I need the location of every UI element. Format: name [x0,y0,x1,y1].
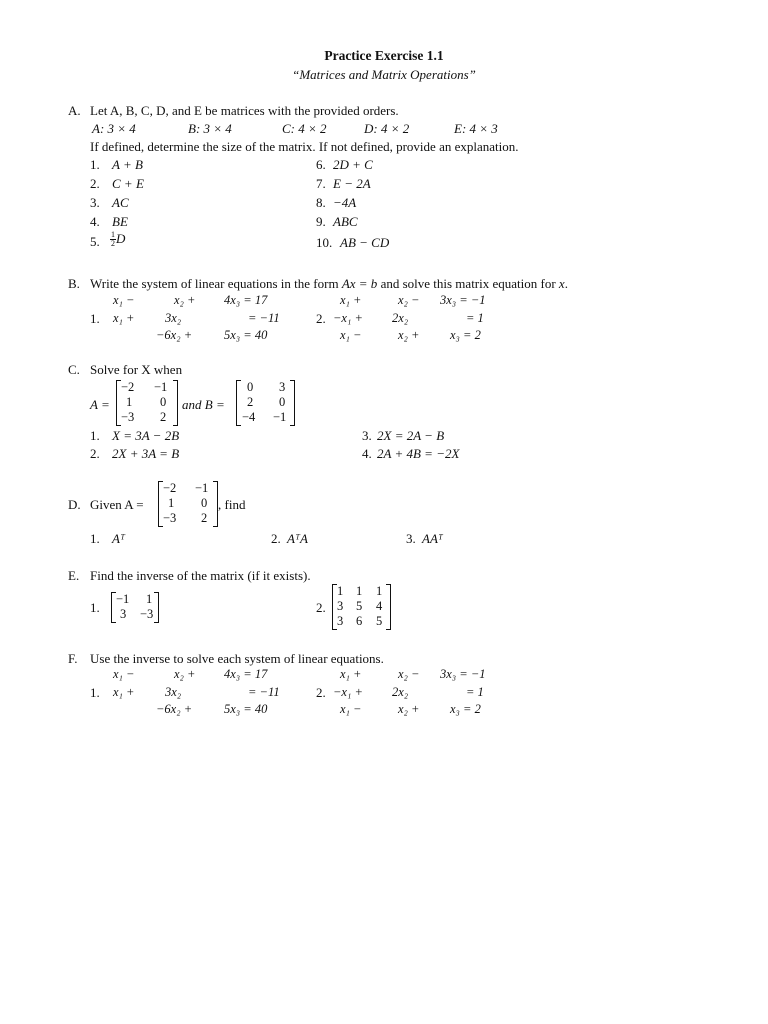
a-item-4-num: 4. [90,214,100,229]
f-sys2-r1c3: 3x₃ = −1 [440,667,486,681]
matrix-cell: 3 [337,599,344,613]
f-sys2-r2c2: 2x₂ [392,685,409,699]
b-sys1-r2c2: 3x₂ [165,311,182,325]
a-item-10-expr: AB − CD [340,235,390,250]
section-e-letter: E. [68,568,80,583]
c-item-4-expr: 2A + 4B = −2X [377,446,460,461]
fraction-one-half: $\frac{1}{2}$ [111,229,115,248]
order-d: D: 4 × 2 [364,121,410,136]
c-item-2-num: 2. [90,446,100,461]
a-item-9-num: 9. [316,214,326,229]
f-sys2-r2c3: = 1 [466,685,484,699]
b-sys1-r1c3: 4x₃ = 17 [224,293,268,307]
b-sys2-r1c3: 3x₃ = −1 [440,293,486,307]
a-item-6-expr: 2D + C [333,157,373,172]
d-item-2-expr: AᵀA [287,531,308,546]
b-sys1-r1c2: x₂ + [174,293,196,307]
matrix-cell: 2 [247,395,254,409]
matrix-cell: 3 [337,614,344,628]
matrix-cell: −1 [195,481,209,495]
b-sys2-r1c1: x₁ + [340,293,362,307]
d-given-label: Given A = [90,497,144,512]
e-item-2-num: 2. [316,600,326,615]
a-item-4-expr: BE [112,214,128,229]
matrix-cell: 0 [279,395,286,409]
b-sys1-r2c1: x₁ + [113,311,135,325]
f-sys2-r1c1: x₁ + [340,667,362,681]
matrix-cell: 1 [337,584,344,598]
b-sys2-r3c2: x₂ + [398,328,420,342]
matrix-cell: −4 [242,410,256,424]
f-system-1-num: 1. [90,685,100,700]
section-a-instruction: If defined, determine the size of the matrix. If not defined, provide an explanation. [90,139,519,154]
order-c: C: 4 × 2 [282,121,327,136]
a-item-7-expr: E − 2A [333,176,371,191]
matrix-cell: −1 [273,410,287,424]
c-matrix-a [116,380,178,426]
c-item-4-num: 4. [362,446,372,461]
c-and-b-label: and B = [182,397,225,412]
a-item-2-num: 2. [90,176,100,191]
b-sys2-r1c2: x₂ − [398,293,420,307]
f-sys2-r1c2: x₂ − [398,667,420,681]
a-item-2-expr: C + E [112,176,144,191]
section-a-letter: A. [68,103,81,118]
section-d-letter: D. [68,497,81,512]
a-item-8-expr: −4A [333,195,357,210]
b-sys2-r2c2: 2x₂ [392,311,409,325]
matrix-cell: −3 [121,410,135,424]
e-item-1-num: 1. [90,600,100,615]
matrix-cell: 2 [201,511,208,525]
f-sys2-r3c2: x₂ + [398,702,420,716]
b-sys2-r3c1: x₁ − [340,328,362,342]
matrix-cell: 2 [160,410,167,424]
bracket-right [173,380,178,426]
f-sys1-r3c3: 5x₃ = 40 [224,702,268,716]
matrix-cell: 3 [120,607,127,621]
a-item-6-num: 6. [316,157,326,172]
c-item-3-expr: 2X = 2A − B [377,428,445,443]
bracket-right [386,584,391,630]
d-item-1-expr: Aᵀ [112,531,125,546]
f-sys2-r3c1: x₁ − [340,702,362,716]
a-item-1-expr: A + B [112,157,143,172]
f-sys2-r3c3: x₃ = 2 [450,702,481,716]
matrix-cell: −1 [116,592,130,606]
d-find-label: , find [218,497,246,512]
section-f-intro: Use the inverse to solve each system of linear equations. [90,651,384,666]
section-e-intro: Find the inverse of the matrix (if it exists). [90,568,311,583]
c-item-1-num: 1. [90,428,100,443]
matrix-cell: 5 [376,614,383,628]
b-sys2-r2c1: −x₁ + [333,311,363,325]
matrix-cell: −2 [121,380,135,394]
matrix-cell: −3 [163,511,177,525]
d-item-1-num: 1. [90,531,100,546]
d-item-2-num: 2. [271,531,281,546]
d-item-3-num: 3. [406,531,416,546]
section-c-letter: C. [68,362,80,377]
e-matrix-2 [332,584,391,630]
c-item-1-expr: X = 3A − 2B [112,428,180,443]
a-item-7-num: 7. [316,176,326,191]
a-item-1-num: 1. [90,157,100,172]
b-sys2-r2c3: = 1 [466,311,484,325]
page-title: Practice Exercise 1.1 [324,48,444,63]
bracket-left [236,380,241,426]
b-sys1-r1c1: x₁ − [113,293,135,307]
e-matrix-1 [111,592,159,623]
d-matrix-a [158,481,218,527]
matrix-cell: 0 [201,496,208,510]
f-sys2-r2c1: −x₁ + [333,685,363,699]
b-sys1-r2c3: = −11 [248,311,280,325]
bracket-right [154,592,159,623]
matrix-cell: 1 [126,395,133,409]
matrix-cell: −1 [154,380,168,394]
matrix-cell: 6 [356,614,363,628]
matrix-cell: −3 [140,607,154,621]
page-subtitle: “Matrices and Matrix Operations” [292,67,476,82]
matrix-cell: 5 [356,599,363,613]
matrix-cell: 1 [356,584,363,598]
b-sys2-r3c3: x₃ = 2 [450,328,481,342]
a-item-5-expr: $\frac{1}{2}$ D [111,229,126,248]
a-item-10-num: 10. [316,235,333,250]
b-sys1-r3c3: 5x₃ = 40 [224,328,268,342]
section-c-intro: Solve for X when [90,362,183,377]
f-sys1-r1c1: x₁ − [113,667,135,681]
section-a-intro: Let A, B, C, D, and E be matrices with the provided orders. [90,103,399,118]
section-b-letter: B. [68,276,80,291]
b-system-2-num: 2. [316,311,326,326]
section-f-letter: F. [68,651,78,666]
a-item-9-expr: ABC [333,214,358,229]
order-a: A: 3 × 4 [92,121,136,136]
f-sys1-r3c2: −6x₂ + [156,702,193,716]
a-item-8-num: 8. [316,195,326,210]
matrix-cell: −2 [163,481,177,495]
f-sys1-r2c3: = −11 [248,685,280,699]
a-item-5-num: 5. [90,234,100,249]
matrix-cell: 1 [146,592,153,606]
matrix-cell: 3 [279,380,286,394]
c-a-label: A = [90,397,110,412]
f-sys1-r2c1: x₁ + [113,685,135,699]
f-sys1-r1c3: 4x₃ = 17 [224,667,268,681]
matrix-cell: 0 [160,395,167,409]
c-item-2-expr: 2X + 3A = B [112,446,180,461]
b-system-1-num: 1. [90,311,100,326]
c-matrix-b [236,380,295,426]
f-sys1-r2c2: 3x₂ [165,685,182,699]
d-item-3-expr: AAᵀ [422,531,443,546]
order-e: E: 4 × 3 [454,121,498,136]
matrix-cell: 0 [247,380,254,394]
a-item-3-num: 3. [90,195,100,210]
f-system-2-num: 2. [316,685,326,700]
c-item-3-num: 3. [362,428,372,443]
b-sys1-r3c2: −6x₂ + [156,328,193,342]
order-b: B: 3 × 4 [188,121,232,136]
section-b-intro: Write the system of linear equations in the form Ax = b and solve this matrix equation for x. [90,276,568,291]
matrix-cell: 1 [168,496,175,510]
matrix-cell: 4 [376,599,383,613]
matrix-cell: 1 [376,584,383,598]
a-item-3-expr: AC [112,195,129,210]
bracket-right [290,380,295,426]
f-sys1-r1c2: x₂ + [174,667,196,681]
